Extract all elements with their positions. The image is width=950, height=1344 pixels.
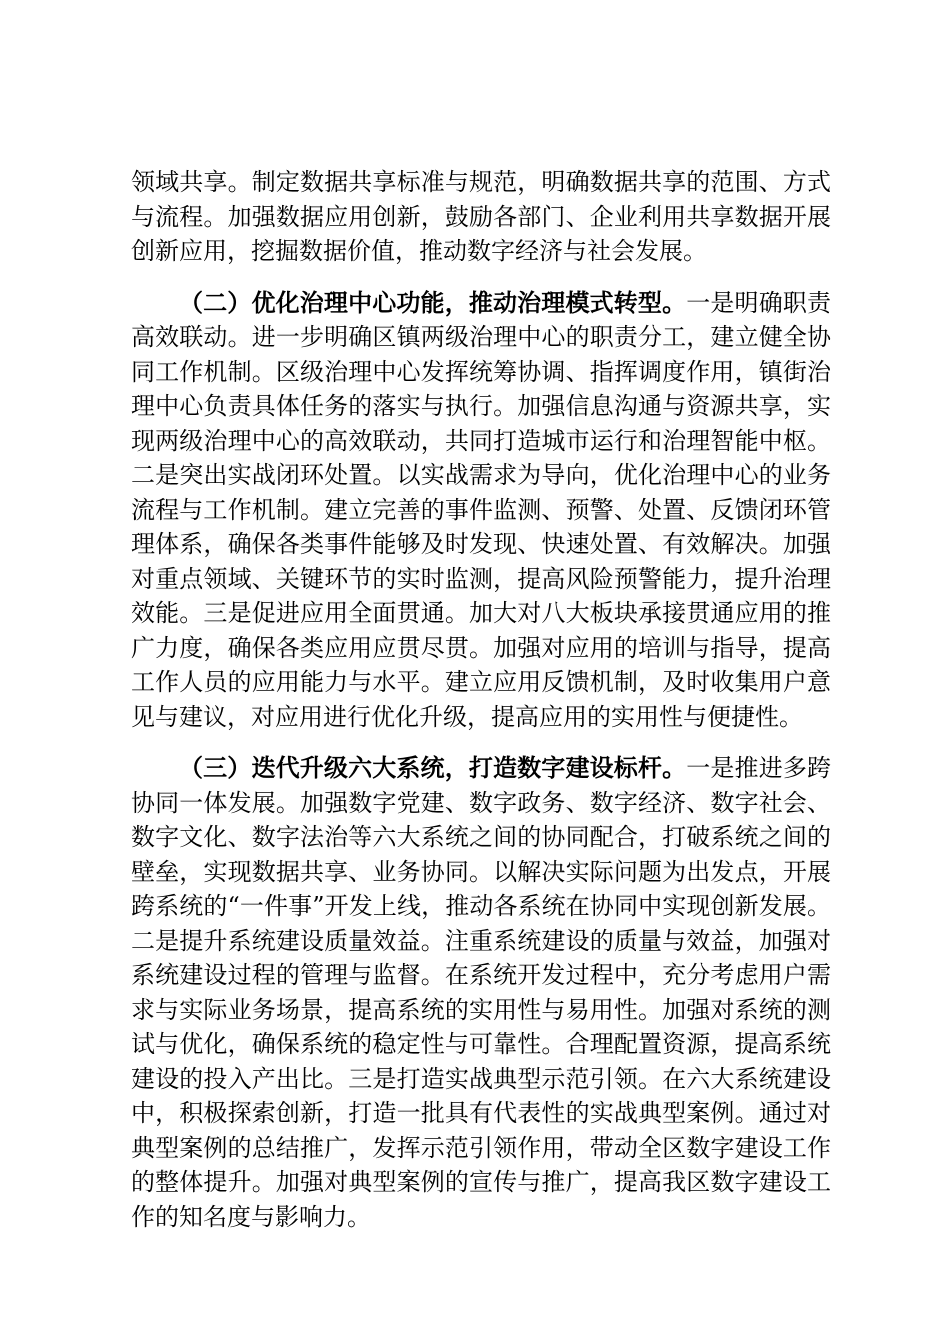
paragraph-six-systems — [131, 751, 831, 1234]
paragraph-data-sharing — [131, 165, 831, 269]
paragraph-body: 一是推进多跨协同一体发展。加强数字党建、数字政务、数字经济、数字社会、数字文化、数字法治等六大系统之间的协同配合，打破系统之间的壁垒，实现数据共享、业务协同。以解决实际问题为出发点，开展跨系统的“一件事”开发上线，推动各系统在协同中实现创新发展。二是提升系统建设质量效益。注重系统建设的质量与效益，加强对系统建设过程的管理与监督。在系统开发过程中，充分考虑用户需求与实际业务场景，提高系统的实用性与易用性。加强对系统的测试与优化，确保系统的稳定性与可靠性。合理配置资源，提高系统建设的投入产出比。三是打造实战典型示范引领。在六大系统建设中，积极探索创新，打造一批具有代表性的实战典型案例。通过对典型案例的总结推广，发挥示范引领作用，带动全区数字建设工作的整体提升。加强对典型案例的宣传与推广，提高我区数字建设工作的知名度与影响力。 — [131, 754, 832, 1231]
paragraph-governance-center — [131, 286, 831, 735]
paragraph-body: 领域共享。制定数据共享标准与规范，明确数据共享的范围、方式与流程。加强数据应用创新，鼓励各部门、企业利用共享数据开展创新应用，挖掘数据价值，推动数字经济与社会发展。 — [131, 168, 831, 265]
document-body — [131, 165, 831, 1234]
section-heading: （三）迭代升级六大系统，打造数字建设标杆。 — [179, 754, 687, 782]
section-heading: （二）优化治理中心功能，推动治理模式转型。 — [179, 288, 687, 317]
paragraph-body: 一是明确职责高效联动。进一步明确区镇两级治理中心的职责分工，建立健全协同工作机制。区级治理中心发挥统筹协调、指挥调度作用，镇街治理中心负责具体任务的落实与执行。加强信息沟通与资源共享，实现两级治理中心的高效联动，共同打造城市运行和治理智能中枢。二是突出实战闭环处置。以实战需求为导向，优化治理中心的业务流程与工作机制。建立完善的事件监测、预警、处置、反馈闭环管理体系，确保各类事件能够及时发现、快速处置、有效解决。加强对重点领域、关键环节的实时监测，提高风险预警能力，提升治理效能。三是促进应用全面贯通。加大对八大板块承接贯通应用的推广力度，确保各类应用应贯尽贯。加强对应用的培训与指导，提高工作人员的应用能力与水平。建立应用反馈机制，及时收集用户意见与建议，对应用进行优化升级，提高应用的实用性与便捷性。 — [131, 288, 832, 731]
